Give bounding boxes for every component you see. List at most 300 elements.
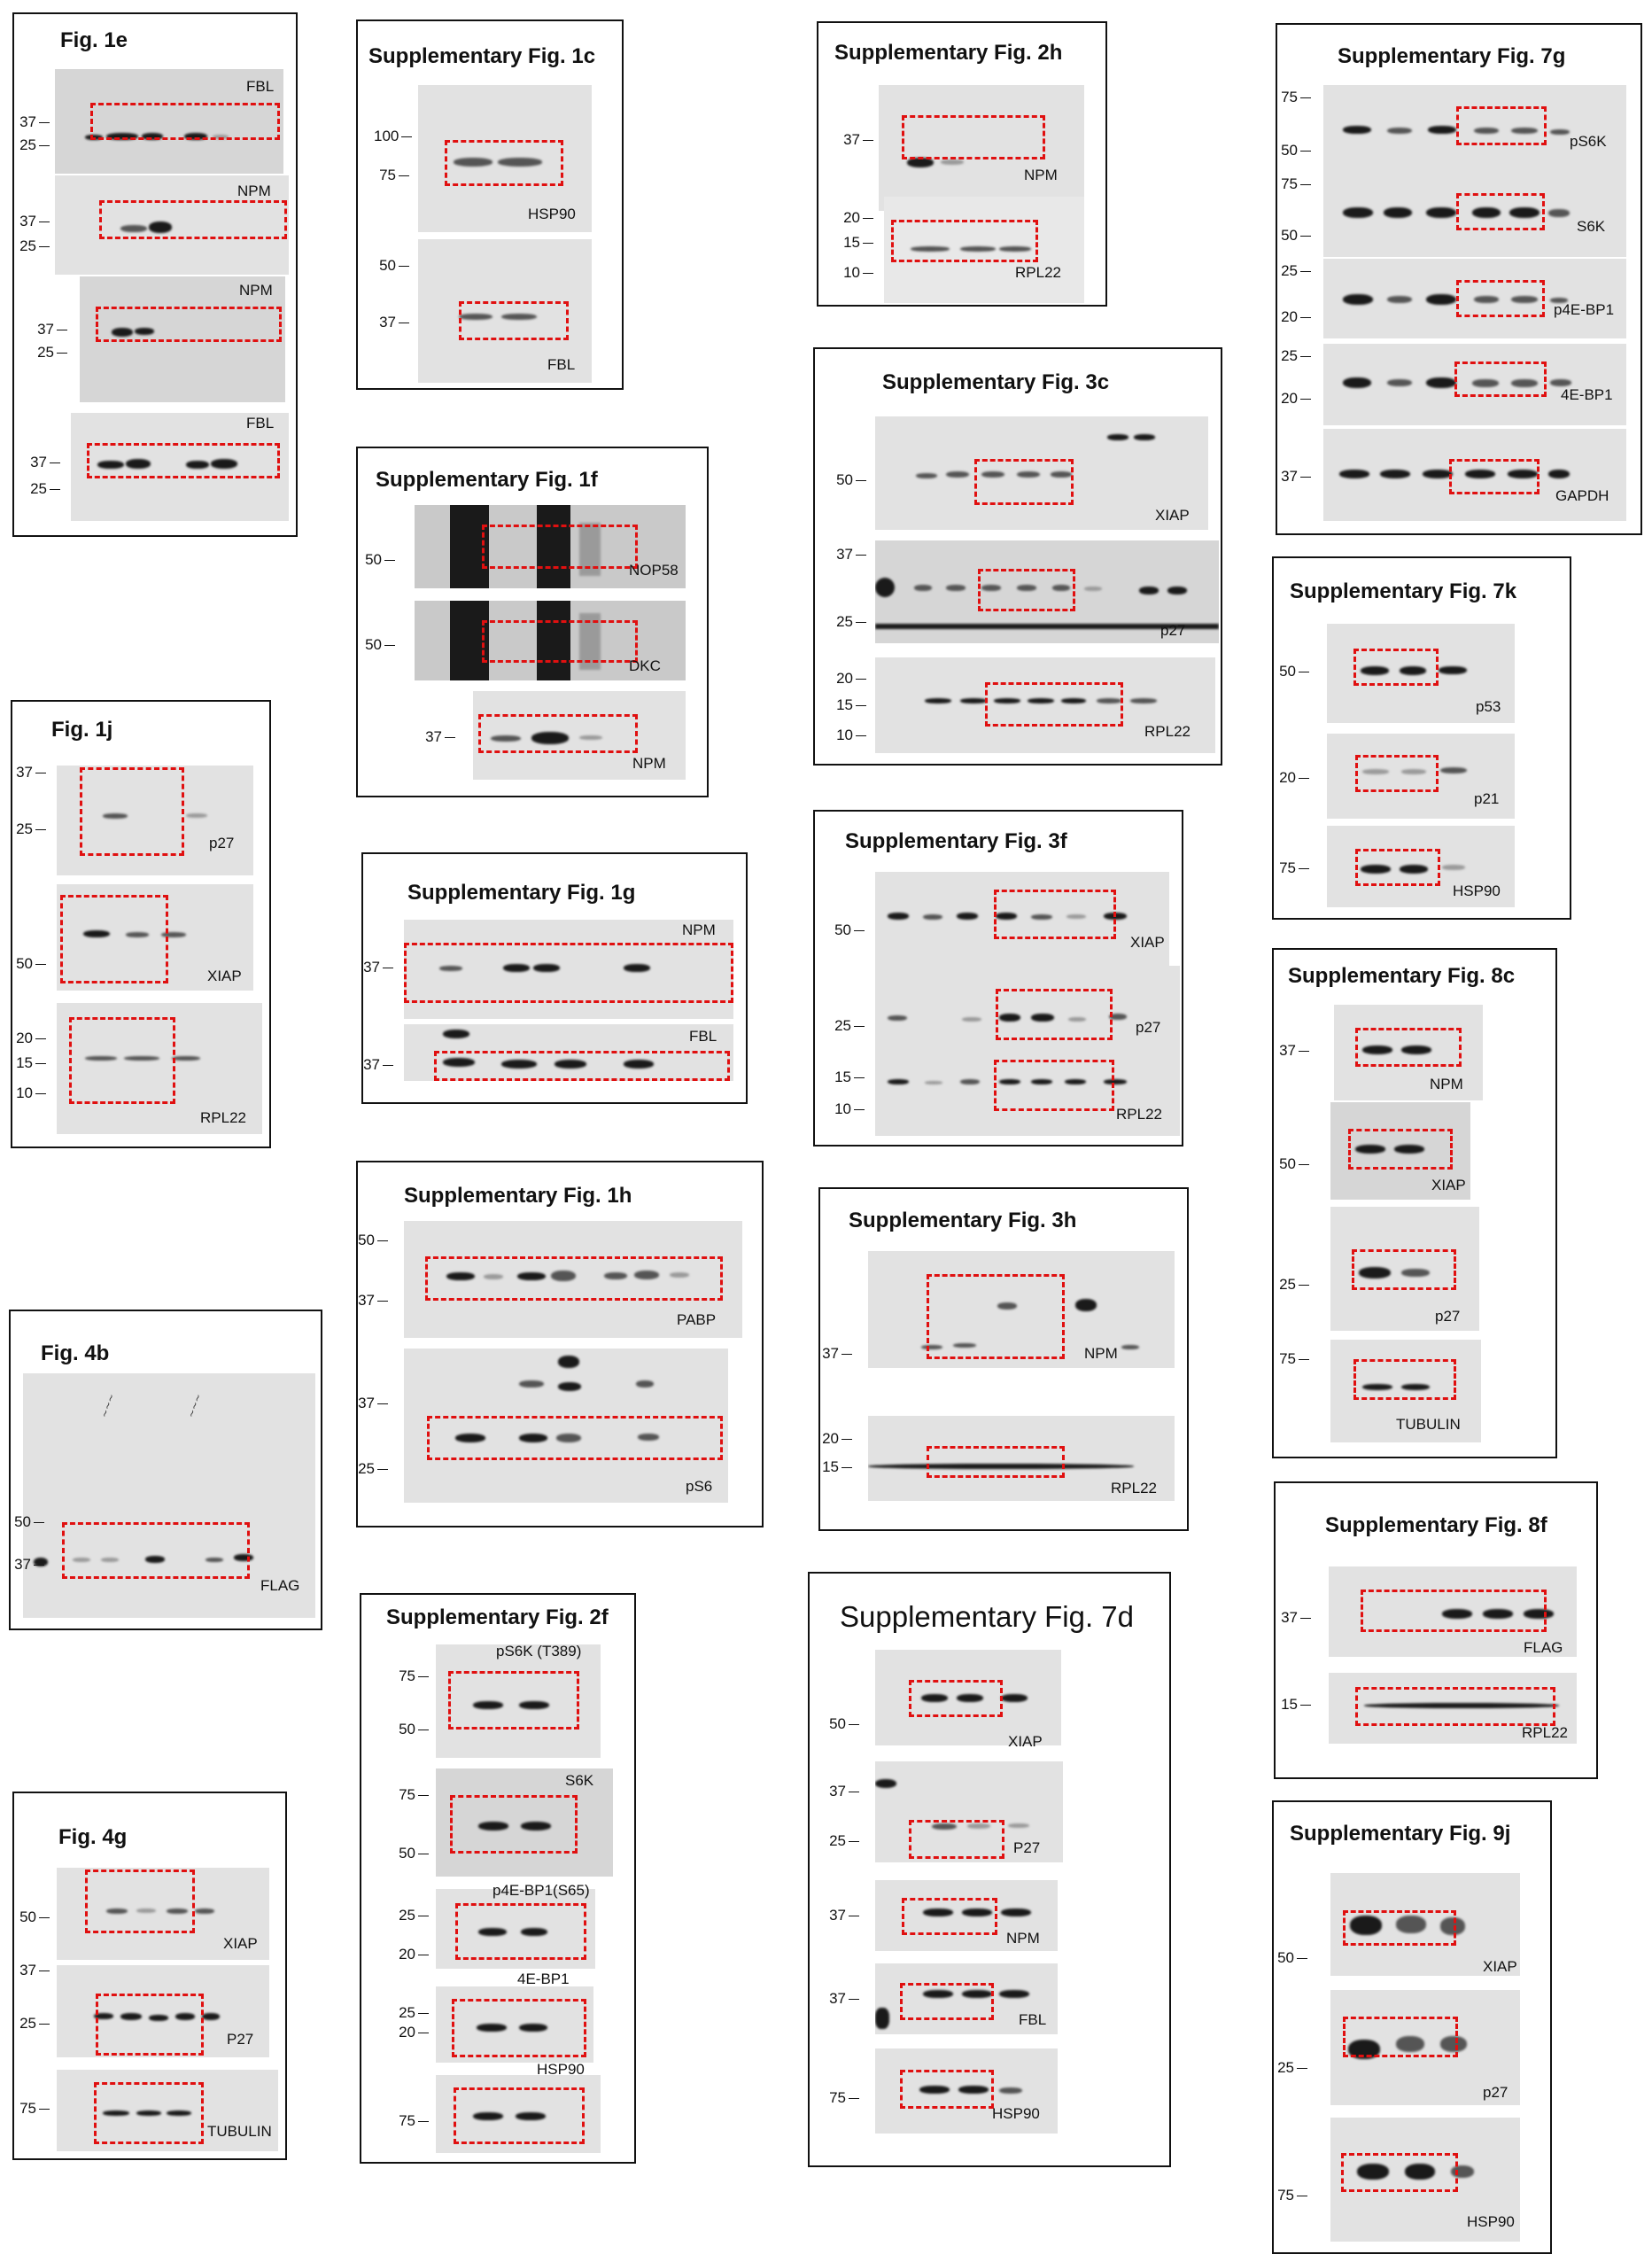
antibody-label: 4E-BP1 [517, 1971, 570, 1987]
mw-marker: 37 [358, 1056, 393, 1074]
mw-marker: 37 [824, 1907, 859, 1924]
mw-marker: 10 [831, 727, 866, 744]
antibody-label: HSP90 [992, 2105, 1040, 2122]
mw-marker: 25 [1274, 1276, 1309, 1294]
mw-marker: 15 [1276, 1696, 1311, 1714]
panel-title: Supplementary Fig. 3c [882, 370, 1110, 394]
band [1139, 587, 1159, 595]
mw-marker: 25 [1276, 347, 1311, 365]
antibody-label: GAPDH [1555, 487, 1609, 504]
mw-marker: 37 [824, 1990, 859, 2008]
antibody-label: NOP58 [629, 562, 679, 579]
mw-marker: 50 [9, 1513, 44, 1531]
band [1550, 129, 1570, 135]
band [1075, 1299, 1097, 1311]
band [1442, 865, 1465, 870]
roi-box [452, 1999, 586, 2057]
band [1380, 470, 1410, 478]
mw-marker: 25 [829, 1017, 865, 1035]
mw-marker: 75 [1272, 2187, 1307, 2204]
panel-title: Fig. 4g [58, 1825, 128, 1849]
band [195, 1908, 214, 1914]
panel-title: Supplementary Fig. 7k [1290, 579, 1517, 603]
antibody-label: p27 [1136, 1019, 1161, 1036]
roi-box [459, 301, 569, 340]
band [1343, 377, 1371, 388]
roi-box [994, 1060, 1114, 1111]
antibody-label: p27 [209, 835, 235, 851]
roi-box [454, 2087, 585, 2144]
band [1084, 587, 1102, 591]
mw-marker: 25 [11, 820, 46, 838]
mw-marker: 50 [14, 1908, 50, 1926]
band [925, 1081, 942, 1084]
roi-box [62, 1522, 250, 1579]
antibody-label: NPM [239, 282, 273, 299]
mw-marker: 50 [393, 1845, 429, 1862]
panel-supp-8c [1272, 948, 1557, 1458]
band [1343, 207, 1373, 218]
panel-supp-7k [1272, 556, 1571, 920]
band [1387, 128, 1412, 134]
panel-title: Supplementary Fig. 2f [386, 1605, 609, 1629]
roi-box [994, 890, 1116, 939]
antibody-label: HSP90 [528, 206, 576, 222]
roi-box [1456, 280, 1545, 317]
roi-box [80, 767, 184, 856]
mw-marker: 20 [393, 2024, 429, 2041]
panel-title: Fig. 4b [41, 1341, 110, 1365]
band [1548, 470, 1570, 478]
mw-marker: 25 [1272, 2059, 1307, 2077]
band [914, 585, 932, 591]
antibody-label: HSP90 [537, 2061, 585, 2078]
panel-title: Fig. 1e [60, 28, 128, 52]
mw-marker: 15 [831, 696, 866, 714]
antibody-label: NPM [632, 755, 666, 772]
roi-box [927, 1274, 1065, 1359]
mw-marker: 37 [374, 314, 409, 331]
band [1001, 1908, 1031, 1916]
antibody-label: RPL22 [1111, 1480, 1157, 1496]
band [1107, 434, 1128, 440]
roi-box [909, 1680, 1003, 1717]
mw-marker: 37 [353, 1395, 388, 1412]
panel-fig4g [12, 1792, 287, 2160]
band [962, 1017, 981, 1022]
roi-box [1361, 1590, 1547, 1632]
panel-supp-8f [1274, 1481, 1598, 1779]
roi-box [99, 200, 287, 239]
mw-marker: 75 [393, 2112, 429, 2130]
mw-marker: 50 [11, 955, 46, 973]
band [636, 1380, 654, 1388]
antibody-label: XIAP [1483, 1958, 1517, 1975]
mw-marker: 10 [838, 264, 873, 282]
roi-box [1343, 1910, 1456, 1946]
mw-marker: 15 [838, 234, 873, 252]
mw-marker: 20 [831, 670, 866, 688]
panel-supp-1h [356, 1161, 764, 1527]
roi-box [445, 140, 563, 186]
antibody-label: pS6 [686, 1478, 713, 1495]
panel-title: Supplementary Fig. 3h [849, 1209, 1077, 1232]
antibody-label: S6K [565, 1772, 594, 1789]
mw-marker: 50 [1274, 663, 1309, 680]
roi-box [87, 443, 280, 478]
mw-marker: 75 [393, 1667, 429, 1685]
roi-box [1353, 1359, 1456, 1400]
mw-marker: 15 [817, 1458, 852, 1476]
mw-marker: 25 [353, 1460, 388, 1478]
band [558, 1382, 581, 1391]
antibody-label: XIAP [207, 968, 242, 984]
mw-marker: 37 [831, 546, 866, 564]
roi-box [902, 115, 1045, 159]
antibody-label: XIAP [1130, 934, 1165, 951]
band [946, 471, 969, 478]
mw-marker: 25 [393, 2004, 429, 2022]
antibody-label: FBL [246, 78, 275, 95]
mw-marker: 75 [1274, 859, 1309, 877]
panel-title: Supplementary Fig. 1c [368, 44, 596, 68]
antibody-label: 4E-BP1 [1561, 386, 1613, 403]
antibody-label: XIAP [223, 1935, 258, 1952]
band [1426, 207, 1456, 218]
roi-box [985, 682, 1123, 727]
antibody-label: TUBULIN [1396, 1416, 1461, 1433]
roi-box [1355, 849, 1440, 886]
mw-marker: 75 [1274, 1350, 1309, 1368]
mw-marker: 50 [360, 551, 395, 569]
roi-box [1355, 1687, 1555, 1726]
antibody-label: FBL [246, 415, 275, 431]
roi-box [900, 2070, 994, 2109]
mw-marker: 25 [14, 237, 50, 255]
band [999, 1990, 1029, 1998]
roi-box [891, 220, 1038, 262]
mw-marker: 37 [14, 113, 50, 131]
roi-box [1355, 1028, 1462, 1067]
mw-marker: 20 [11, 1030, 46, 1047]
band [875, 578, 895, 597]
band [875, 1779, 896, 1788]
antibody-label: RPL22 [1116, 1106, 1162, 1123]
mw-marker: 37 [1276, 468, 1311, 486]
roi-box [974, 459, 1074, 505]
band [888, 1079, 909, 1084]
panel-supp-3h [818, 1187, 1189, 1531]
roi-box [448, 1671, 579, 1730]
panel-fig4b [9, 1310, 322, 1630]
mw-marker: 75 [14, 2100, 50, 2118]
roi-box [90, 103, 280, 140]
antibody-label: NPM [1006, 1930, 1040, 1947]
band [519, 1380, 544, 1388]
mw-marker: 50 [829, 921, 865, 939]
roi-box [1343, 2017, 1458, 2057]
panel-title: Supplementary Fig. 1h [404, 1184, 632, 1208]
band [1439, 666, 1467, 674]
mw-marker: 37 [32, 321, 67, 338]
panel-supp-1c [356, 19, 624, 390]
handwritten-annotation: ~~~ [184, 1392, 205, 1419]
panel-supp-3f [813, 810, 1183, 1147]
band [1339, 470, 1369, 478]
mw-marker: 50 [1274, 1155, 1309, 1173]
panel-title: Supplementary Fig. 3f [845, 829, 1067, 853]
antibody-label: p27 [1435, 1308, 1461, 1325]
mw-marker: 15 [11, 1054, 46, 1072]
band [1426, 377, 1456, 388]
mw-marker: 15 [829, 1069, 865, 1086]
antibody-label: FLAG [260, 1577, 300, 1594]
mw-marker: 75 [374, 167, 409, 184]
panel-supp-9j [1272, 1800, 1552, 2254]
antibody-label: p27 [1160, 622, 1186, 639]
mw-marker: 37 [358, 959, 393, 976]
mw-marker: 20 [1276, 308, 1311, 326]
roi-box [478, 714, 638, 753]
panel-supp-1f [356, 447, 709, 797]
mw-marker: 37 [420, 728, 455, 746]
antibody-label: DKC [629, 657, 661, 674]
roi-box [1341, 2153, 1458, 2192]
band [1426, 294, 1456, 305]
band [1343, 126, 1371, 134]
band [946, 585, 966, 591]
roi-box [996, 989, 1113, 1040]
antibody-label: XIAP [1155, 507, 1190, 524]
antibody-label: NPM [1084, 1345, 1118, 1362]
mw-marker: 100 [374, 128, 409, 145]
mw-marker: 20 [817, 1430, 852, 1448]
band [1428, 126, 1456, 134]
roi-box [60, 895, 168, 983]
mw-marker: 10 [11, 1084, 46, 1102]
mw-marker: 75 [1276, 89, 1311, 106]
mw-marker: 37 [838, 131, 873, 149]
band [957, 913, 978, 920]
roi-box [902, 1898, 997, 1935]
mw-marker: 50 [1276, 227, 1311, 245]
roi-box [482, 525, 638, 569]
panel-fig1e [12, 12, 298, 537]
mw-marker: 37 [25, 454, 60, 471]
mw-marker: 25 [831, 613, 866, 631]
antibody-label: RPL22 [1015, 264, 1061, 281]
band [186, 813, 207, 818]
roi-box [69, 1017, 175, 1104]
mw-marker: 75 [393, 1786, 429, 1804]
mw-marker: 50 [1276, 142, 1311, 159]
band [923, 914, 942, 920]
roi-box [1454, 361, 1547, 397]
band [443, 1030, 469, 1038]
roi-box [978, 569, 1075, 611]
mw-marker: 10 [829, 1100, 865, 1118]
mw-marker: 25 [25, 480, 60, 498]
panel-fig1j [11, 700, 271, 1148]
roi-box [482, 620, 638, 663]
band [1387, 296, 1412, 303]
mw-marker: 50 [824, 1715, 859, 1733]
band [875, 2008, 889, 2029]
mw-marker: 37 [817, 1345, 852, 1363]
roi-box [1449, 459, 1540, 494]
antibody-label: S6K [1577, 218, 1606, 235]
band [1343, 294, 1373, 305]
panel-title: Supplementary Fig. 8c [1288, 964, 1516, 988]
panel-supp-7g [1276, 23, 1642, 535]
mw-marker: 25 [824, 1832, 859, 1850]
antibody-label: RPL22 [1522, 1724, 1568, 1741]
antibody-label: FLAG [1524, 1639, 1563, 1656]
roi-box [909, 1820, 1004, 1859]
antibody-label: NPM [1430, 1076, 1463, 1092]
panel-supp-2f [360, 1593, 636, 2164]
mw-marker: 20 [393, 1946, 429, 1963]
roi-box [450, 1795, 578, 1854]
mw-marker: 50 [1272, 1949, 1307, 1967]
panel-title: Supplementary Fig. 1f [376, 468, 598, 492]
roi-box [900, 1983, 994, 2020]
band [1134, 434, 1155, 440]
roi-box [425, 1256, 723, 1301]
roi-box [927, 1446, 1065, 1478]
roi-box [404, 943, 733, 1003]
band [925, 698, 951, 703]
roi-box [85, 1869, 195, 1933]
mw-marker: 37 [1274, 1042, 1309, 1060]
mw-marker: 25 [1276, 262, 1311, 280]
antibody-label: p4E-BP1 [1554, 301, 1615, 318]
antibody-label: NPM [682, 921, 716, 938]
roi-box [1353, 649, 1439, 686]
mw-marker: 37 [14, 213, 50, 230]
roi-box [1355, 755, 1439, 792]
roi-box [1456, 193, 1545, 230]
band [1167, 587, 1187, 595]
antibody-label: p27 [1483, 2084, 1509, 2101]
mw-marker: 37 [11, 764, 46, 781]
mw-marker: 37 [1276, 1609, 1311, 1627]
band [888, 1015, 907, 1021]
antibody-label: RPL22 [200, 1109, 246, 1126]
mw-marker: 25 [14, 136, 50, 154]
band [1387, 379, 1412, 386]
panel-title: Supplementary Fig. 2h [834, 41, 1063, 65]
antibody-label: NPM [237, 183, 271, 199]
panel-title: Supplementary Fig. 8f [1325, 1513, 1547, 1537]
band [999, 2087, 1022, 2094]
mw-marker: 37 [824, 1783, 859, 1800]
band [1440, 767, 1467, 773]
antibody-label: FBL [547, 356, 576, 373]
band [558, 1356, 579, 1368]
panel-title: Supplementary Fig. 7g [1338, 44, 1566, 68]
antibody-label: XIAP [1008, 1733, 1043, 1750]
panel-supp-2h [817, 21, 1107, 307]
roi-box [434, 1051, 730, 1081]
mw-marker: 25 [32, 344, 67, 361]
panel-title: Fig. 1j [51, 718, 113, 742]
band [1130, 698, 1157, 703]
antibody-label: FBL [689, 1028, 717, 1045]
panel-supp-7d [808, 1572, 1171, 2167]
antibody-label: TUBULIN [207, 2123, 272, 2140]
mw-marker: 20 [838, 209, 873, 227]
antibody-label: P27 [227, 2031, 254, 2048]
panel-supp-1g [361, 852, 748, 1104]
roi-box [96, 307, 282, 342]
mw-marker: 25 [14, 2015, 50, 2033]
mw-marker: 50 [360, 636, 395, 654]
antibody-label: HSP90 [1467, 2213, 1515, 2230]
mw-marker: 50 [393, 1721, 429, 1738]
antibody-label: NPM [1024, 167, 1058, 183]
band [1548, 209, 1570, 217]
roi-box [1348, 1129, 1453, 1170]
roi-box [1352, 1249, 1456, 1290]
band [172, 1056, 200, 1061]
mw-marker: 20 [1274, 769, 1309, 787]
mw-marker: 75 [824, 2089, 859, 2107]
panel-title: Supplementary Fig. 7d [840, 1600, 1135, 1633]
antibody-label: pS6K [1570, 133, 1607, 150]
antibody-label: FBL [1019, 2011, 1047, 2028]
roi-box [427, 1416, 723, 1460]
antibody-label: RPL22 [1144, 723, 1191, 740]
band [1423, 470, 1453, 478]
roi-box [455, 1903, 586, 1960]
handwritten-annotation: ~~~ [97, 1392, 118, 1419]
band [1384, 207, 1412, 218]
band [941, 159, 964, 165]
band [1121, 1345, 1139, 1349]
antibody-label: p53 [1476, 698, 1501, 715]
mw-marker: 20 [1276, 390, 1311, 408]
band [1008, 1823, 1029, 1828]
mw-marker: 25 [393, 1907, 429, 1924]
band [916, 473, 937, 478]
mw-marker: 37 [353, 1292, 388, 1310]
band [202, 2013, 220, 2020]
antibody-label: PABP [677, 1311, 717, 1328]
roi-box [1456, 106, 1547, 145]
band [1550, 379, 1571, 386]
antibody-label: XIAP [1431, 1177, 1466, 1193]
mw-marker: 50 [831, 471, 866, 489]
panel-title: Supplementary Fig. 9j [1290, 1822, 1511, 1846]
antibody-label: pS6K (T389) [496, 1643, 582, 1660]
band [960, 698, 987, 703]
mw-marker: 37 [9, 1556, 44, 1574]
band [1001, 1694, 1028, 1702]
antibody-label: p4E-BP1(S65) [492, 1882, 590, 1899]
mw-marker: 75 [1276, 175, 1311, 193]
panel-supp-3c [813, 347, 1222, 766]
roi-box [96, 1994, 204, 2056]
roi-box [94, 2082, 204, 2144]
panel-title: Supplementary Fig. 1g [407, 881, 636, 905]
antibody-label: p21 [1474, 790, 1500, 807]
antibody-label: P27 [1013, 1839, 1041, 1856]
mw-marker: 37 [14, 1962, 50, 1979]
mw-marker: 50 [353, 1232, 388, 1249]
mw-marker: 50 [374, 257, 409, 275]
antibody-label: HSP90 [1453, 882, 1501, 899]
